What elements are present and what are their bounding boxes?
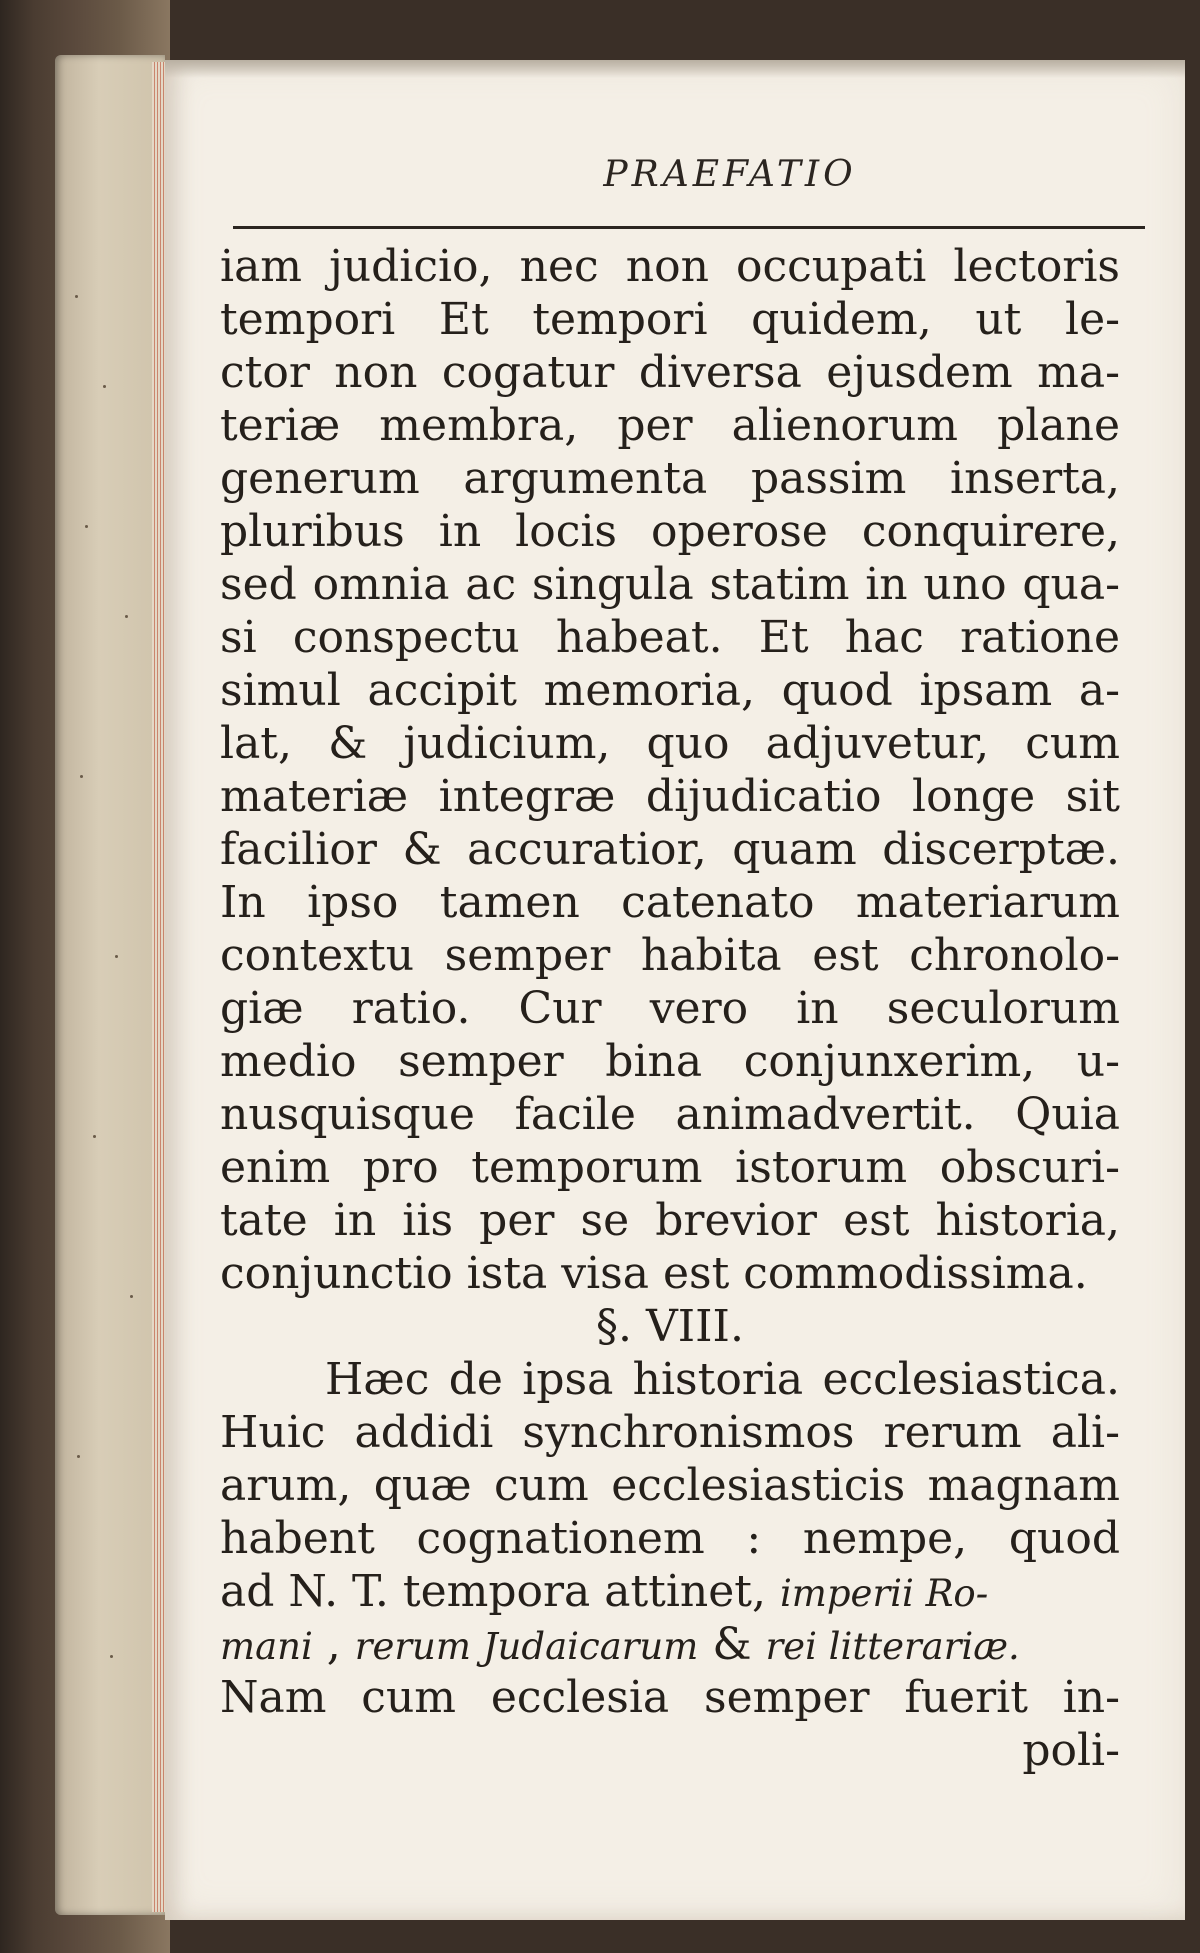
text-line: tempori Et tempori quidem, ut le- [220,294,1120,345]
text-line: teriæ membra, per alienorum plane [220,400,1120,451]
foxing-spot [75,295,78,298]
text-line: enim pro temporum istorum obscuri- [220,1142,1120,1193]
text-line: conjunctio ista visa est commodissima. [220,1248,1088,1299]
book-page [165,60,1185,1920]
text-line: simul accipit memoria, quod ipsam a- [220,665,1120,716]
text-line: arum, quæ cum ecclesiasticis magnam [220,1460,1120,1511]
body-text [220,240,1120,1777]
text-line: tate in iis per se brevior est historia, [220,1195,1120,1246]
running-title: PRAEFATIO [603,154,857,195]
foxing-spot [115,955,118,958]
text-line: ctor non cogatur diversa ejusdem ma- [220,347,1120,398]
text-line: giæ ratio. Cur vero in seculorum [220,983,1120,1034]
text-line: facilior & accuratior, quam discerptæ. [220,824,1120,875]
text-line: si conspectu habeat. Et hac ratione [220,612,1120,663]
text-line: contextu semper habita est chronolo- [220,930,1120,981]
foxing-spot [130,1295,133,1298]
spine-paper-edge [55,55,165,1915]
text-line: sed omnia ac singula statim in uno qua- [220,559,1120,610]
italic-text-run: mani [220,1625,313,1668]
italic-text-run: rei litterariæ. [765,1625,1020,1668]
text-run: & [698,1619,766,1670]
text-run: ad N. T. tempora attinet, [220,1566,780,1617]
text-line: nusquisque facile animadvertit. Quia [220,1089,1120,1140]
italic-text-run: rerum Judaicarum [354,1625,699,1668]
text-line: generum argumenta passim inserta, [220,453,1120,504]
text-line: pluribus in locis operose conquirere, [220,506,1120,557]
text-line: medio semper bina conjunxerim, u- [220,1036,1120,1087]
foxing-spot [93,1135,96,1138]
text-run: , [312,1619,355,1670]
foxing-spot [125,615,128,618]
text-line: Hæc de ipsa historia ecclesiastica. [325,1354,1120,1405]
text-line: lat, & judicium, quo adjuvetur, cum [220,718,1120,769]
catchword: poli- [1022,1725,1120,1776]
text-line: materiæ integræ dijudicatio longe sit [220,771,1120,822]
text-line-mixed [220,1565,1120,1618]
italic-text-run: imperii Ro- [779,1572,989,1615]
text-line: habent cognationem : nempe, quod [220,1513,1120,1564]
text-line: Nam cum ecclesia semper fuerit in- [220,1672,1120,1723]
foxing-spot [80,775,83,778]
foxing-spot [77,1455,80,1458]
page-edges-red [152,62,166,1912]
text-line: iam judicio, nec non occupati lectoris [220,241,1120,292]
text-line: In ipso tamen catenato materiarum [220,877,1120,928]
foxing-spot [110,1655,113,1658]
section-heading-text: §. VIII. [596,1301,744,1352]
section-heading [220,1300,1120,1353]
text-line-mixed [220,1618,1120,1671]
page-top-shadow [165,60,1185,78]
foxing-spot [103,385,106,388]
header-rule [233,226,1145,229]
text-line: Huic addidi synchronismos rerum ali- [220,1407,1120,1458]
foxing-spot [85,525,88,528]
